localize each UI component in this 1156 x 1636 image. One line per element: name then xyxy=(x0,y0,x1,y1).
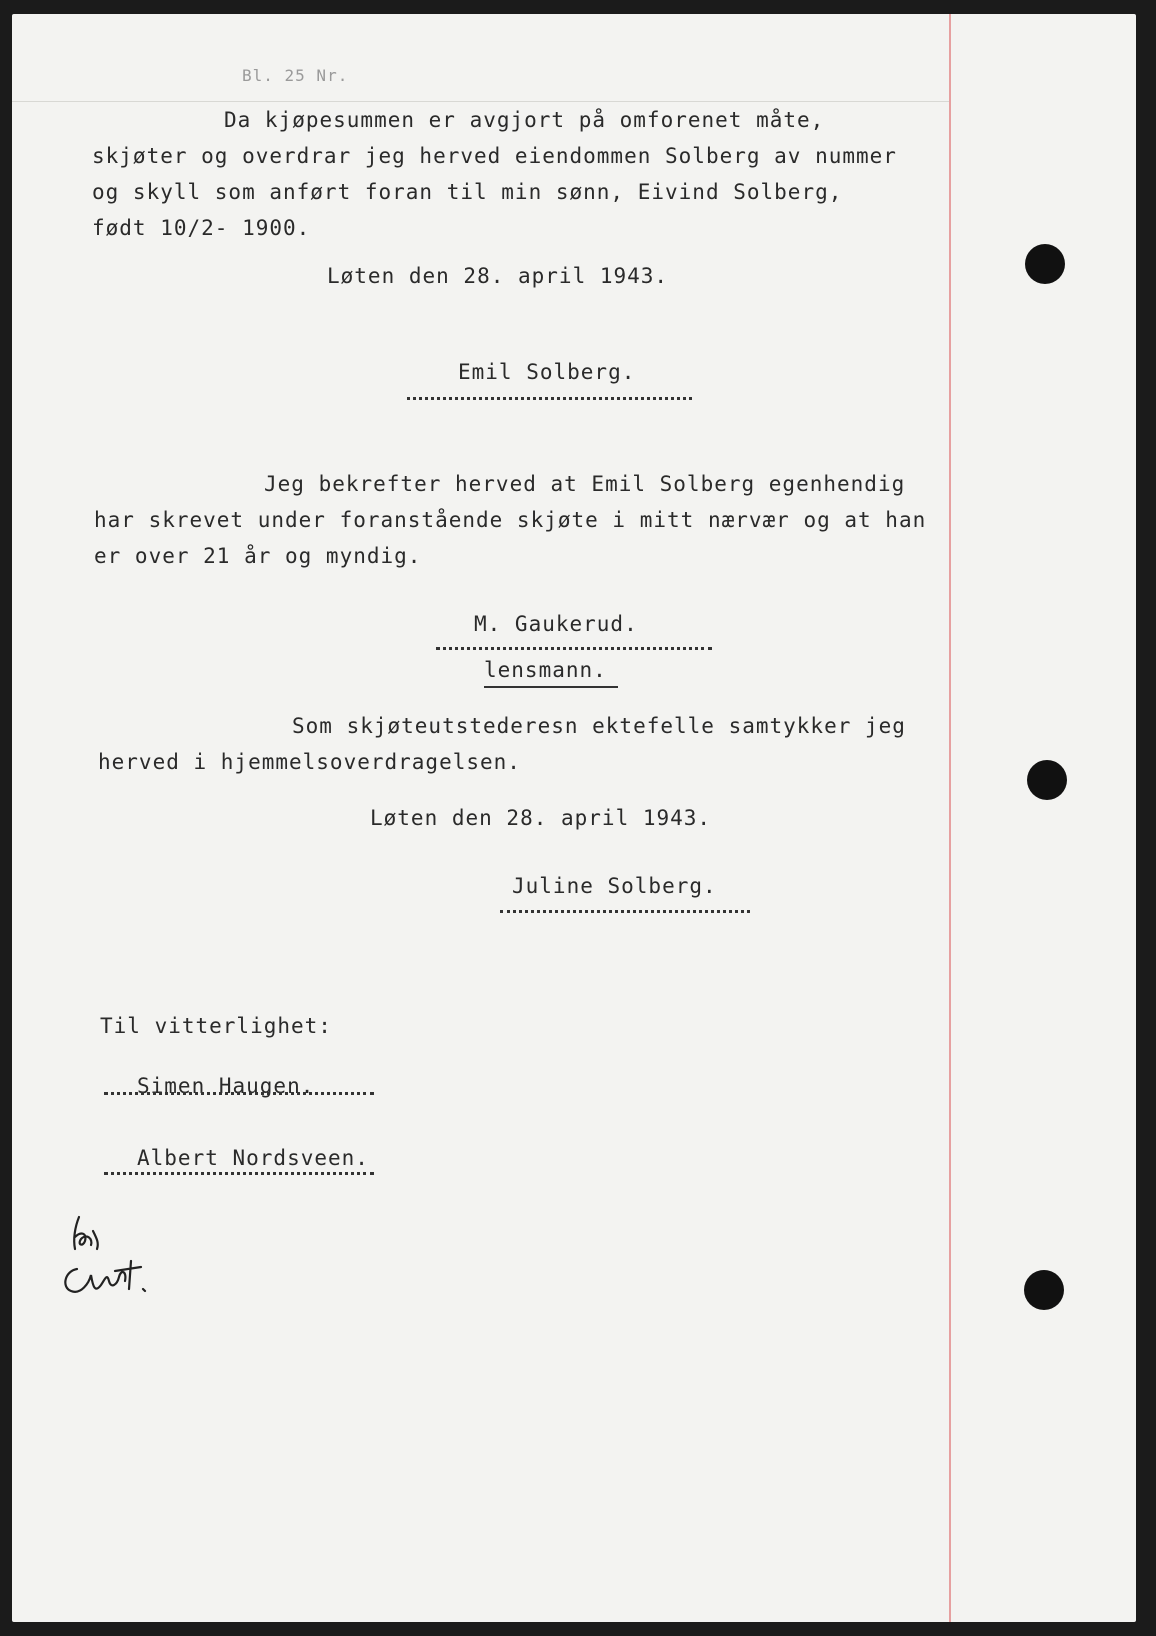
deed-place-date: Løten den 28. april 1943. xyxy=(327,264,669,288)
signature-line xyxy=(500,910,750,913)
consent-signature: Juline Solberg. xyxy=(512,874,717,898)
cert-signature: M. Gaukerud. xyxy=(474,612,638,636)
cert-line-3: er over 21 år og myndig. xyxy=(94,544,422,568)
witness-name-2: Albert Nordsveen. xyxy=(137,1146,369,1170)
signature-line xyxy=(436,647,712,650)
punch-hole-top xyxy=(1025,244,1065,284)
deed-line-2: skjøter og overdrar jeg herved eiendommen Solberg av nummer xyxy=(92,144,897,168)
red-margin-line xyxy=(949,14,951,1622)
handwritten-initials xyxy=(57,1209,167,1309)
document-page xyxy=(12,14,1136,1622)
cert-title: lensmann. xyxy=(484,658,607,682)
signature-line xyxy=(407,397,692,400)
consent-line-1: Som skjøteutstederesn ektefelle samtykker jeg xyxy=(292,714,906,738)
witness-name-1: Simen Haugen. xyxy=(137,1074,315,1098)
cert-line-2: har skrevet under foranstående skjøte i mitt nærvær og at han xyxy=(94,508,927,532)
punch-hole-middle xyxy=(1027,760,1067,800)
deed-line-3: og skyll som anført foran til min sønn, Eivind Solberg, xyxy=(92,180,843,204)
consent-line-2: herved i hjemmelsoverdragelsen. xyxy=(98,750,521,774)
signature-line xyxy=(104,1172,374,1175)
top-divider xyxy=(12,101,949,102)
cert-line-1: Jeg bekrefter herved at Emil Solberg egenhendig xyxy=(264,472,906,496)
title-underline xyxy=(484,686,618,688)
witness-heading: Til vitterlighet: xyxy=(100,1014,332,1038)
deed-line-1: Da kjøpesummen er avgjort på omforenet måte, xyxy=(224,108,825,132)
signature-line xyxy=(104,1092,374,1095)
punch-hole-bottom xyxy=(1024,1270,1064,1310)
header-faint-text: Bl. 25 Nr. xyxy=(242,66,349,85)
deed-line-4: født 10/2- 1900. xyxy=(92,216,311,240)
deed-signature: Emil Solberg. xyxy=(458,360,636,384)
consent-place-date: Løten den 28. april 1943. xyxy=(370,806,712,830)
